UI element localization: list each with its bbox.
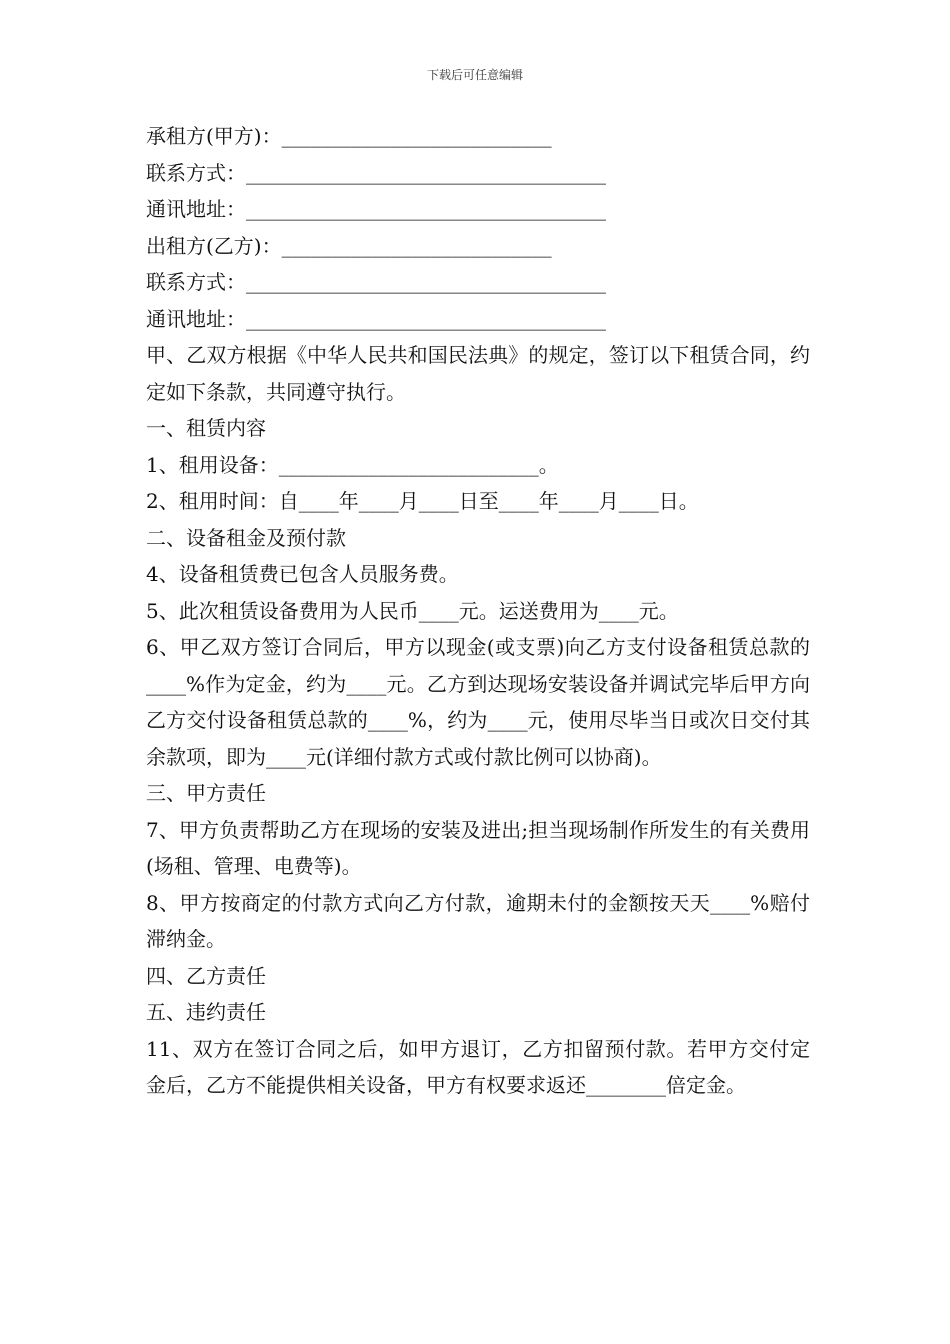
clause-1: 1、租用设备：__________________________。 [146,452,559,477]
section-heading-breach: 五、违约责任 [146,1000,266,1024]
section-heading-rental-content: 一、租赁内容 [146,416,266,440]
lessee-address-field: 通讯地址：____________________________________ [146,197,606,221]
clause-4: 4、设备租赁费已包含人员服务费。 [146,562,459,586]
clause-2: 2、租用时间：自____年____月____日至____年____月____日。 [146,489,699,513]
clause-7: 7、甲方负责帮助乙方在现场的安装及进出;担当现场制作所发生的有关费用(场租、管理、电费等)。 [146,817,810,878]
clause-6: 6、甲乙双方签订合同后，甲方以现金(或支票)向乙方支付设备租赁总款的____%作为定金，约为____元。乙方到达现场安装设备并调试完毕后甲方向乙方交付设备租赁总款的____%，约为____元，使用尽毕当日或次日交付其余款项，即为____元(详细付款方式或付款比例可以协商)。 [146,635,810,769]
lessor-field: 出租方(乙方)：___________________________ [146,233,552,258]
clause-11: 11、双方在签订合同之后，如甲方退订，乙方扣留预付款。若甲方交付定金后，乙方不能提供相关设备，甲方有权要求返还________倍定金。 [146,1036,810,1097]
clause-8: 8、甲方按商定的付款方式向乙方付款，逾期未付的金额按天天____%赔付滞纳金。 [146,890,810,951]
preamble-paragraph: 甲、乙双方根据《中华人民共和国民法典》的规定，签订以下租赁合同，约定如下条款，共同遵守执行。 [146,343,810,404]
section-heading-rent-prepayment: 二、设备租金及预付款 [146,525,346,550]
clause-5: 5、此次租赁设备费用为人民币____元。运送费用为____元。 [146,598,679,623]
lessor-address-field: 通讯地址：____________________________________ [146,306,606,331]
contract-body [146,118,810,1104]
section-heading-party-b-duties: 四、乙方责任 [146,963,266,988]
section-heading-party-a-duties: 三、甲方责任 [146,781,266,805]
page-header: 下载后可任意编辑 [426,68,523,82]
lessee-contact-field: 联系方式：____________________________________ [146,160,606,185]
lessor-contact-field: 联系方式：____________________________________ [146,270,606,294]
lessee-field: 承租方(甲方)：___________________________ [146,124,552,148]
